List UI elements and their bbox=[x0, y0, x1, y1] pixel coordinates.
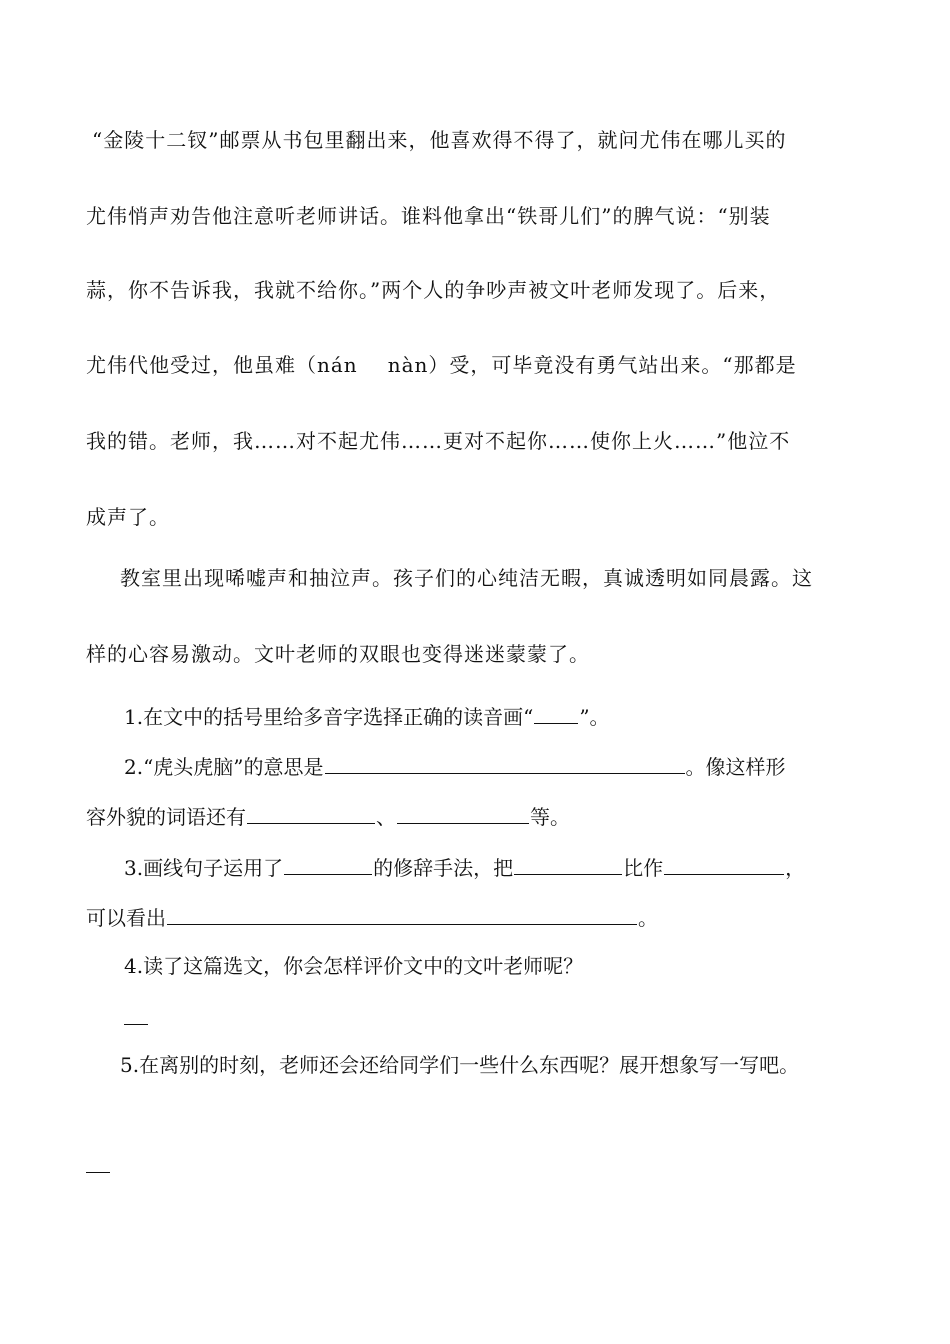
pinyin-option-nan4: nàn bbox=[387, 353, 429, 377]
question-3-line-2 bbox=[86, 902, 658, 932]
question-1-answer-blank[interactable] bbox=[534, 701, 578, 724]
question-3-text: 3.画线句子运用了 bbox=[124, 856, 284, 880]
question-2-meaning-blank[interactable] bbox=[325, 751, 685, 774]
question-3-compare-blank[interactable] bbox=[664, 852, 784, 875]
question-4: 4.读了这篇选文，你会怎样评价文中的文叶老师呢？ bbox=[124, 954, 584, 978]
question-2-separator: 、 bbox=[376, 805, 396, 829]
passage-line-7: 教室里出现唏嘘声和抽泣声。孩子们的心纯洁无暇，真诚透明如同晨露。这 bbox=[120, 566, 813, 590]
passage-line-6: 成声了。 bbox=[86, 505, 170, 529]
question-2-text-c: 容外貌的词语还有 bbox=[86, 805, 246, 829]
question-1-text: 1.在文中的括号里给多音字选择正确的读音画“ bbox=[124, 705, 534, 729]
question-2-word-blank-1[interactable] bbox=[247, 801, 375, 824]
passage-line-4-start: 尤伟代他受过，他虽难（ bbox=[86, 353, 317, 377]
question-2-line-1 bbox=[124, 751, 786, 781]
passage-line-4 bbox=[86, 351, 797, 379]
question-2-text: 2.“虎头虎脑”的意思是 bbox=[124, 755, 324, 779]
question-3-text-c: 比作 bbox=[623, 856, 664, 880]
question-3-text-b: 的修辞手法，把 bbox=[373, 856, 514, 880]
passage-line-3: 蒜，你不告诉我，我就不给你。”两个人的争吵声被文叶老师发现了。后来， bbox=[86, 278, 781, 302]
question-3-end: 。 bbox=[638, 906, 658, 930]
question-3-line-1 bbox=[124, 852, 805, 882]
passage-line-8: 样的心容易激动。文叶老师的双眼也变得迷迷蒙蒙了。 bbox=[86, 642, 590, 666]
passage-line-4-end: ）受，可毕竟没有勇气站出来。“那都是 bbox=[428, 353, 797, 377]
question-2-text-b: 。像这样形 bbox=[685, 755, 786, 779]
question-2-word-blank-2[interactable] bbox=[397, 801, 529, 824]
question-2-end: 等。 bbox=[530, 805, 570, 829]
question-3-subject-blank[interactable] bbox=[514, 852, 622, 875]
question-3-conclusion-blank[interactable] bbox=[167, 902, 637, 925]
question-3-rhetoric-blank[interactable] bbox=[284, 852, 372, 875]
question-1-end: ”。 bbox=[579, 705, 610, 729]
passage-line-1: “金陵十二钗”邮票从书包里翻出来，他喜欢得不得了，就问尤伟在哪儿买的 bbox=[92, 128, 787, 152]
question-5-answer-line[interactable] bbox=[86, 1172, 110, 1173]
question-3-text-e: 可以看出 bbox=[86, 906, 166, 930]
question-3-text-d: ， bbox=[785, 856, 806, 880]
pinyin-option-nan2: nán bbox=[317, 353, 358, 377]
passage-line-2: 尤伟悄声劝告他注意听老师讲话。谁料他拿出“铁哥儿们”的脾气说：“别装 bbox=[86, 204, 771, 228]
question-5: 5.在离别的时刻，老师还会还给同学们一些什么东西呢？展开想象写一写吧。 bbox=[120, 1053, 800, 1077]
question-4-answer-line[interactable] bbox=[124, 1024, 148, 1025]
question-1 bbox=[124, 701, 610, 731]
passage-line-5: 我的错。老师，我……对不起尤伟……更对不起你……使你上火……”他泣不 bbox=[86, 429, 791, 453]
question-2-line-2 bbox=[86, 801, 570, 831]
